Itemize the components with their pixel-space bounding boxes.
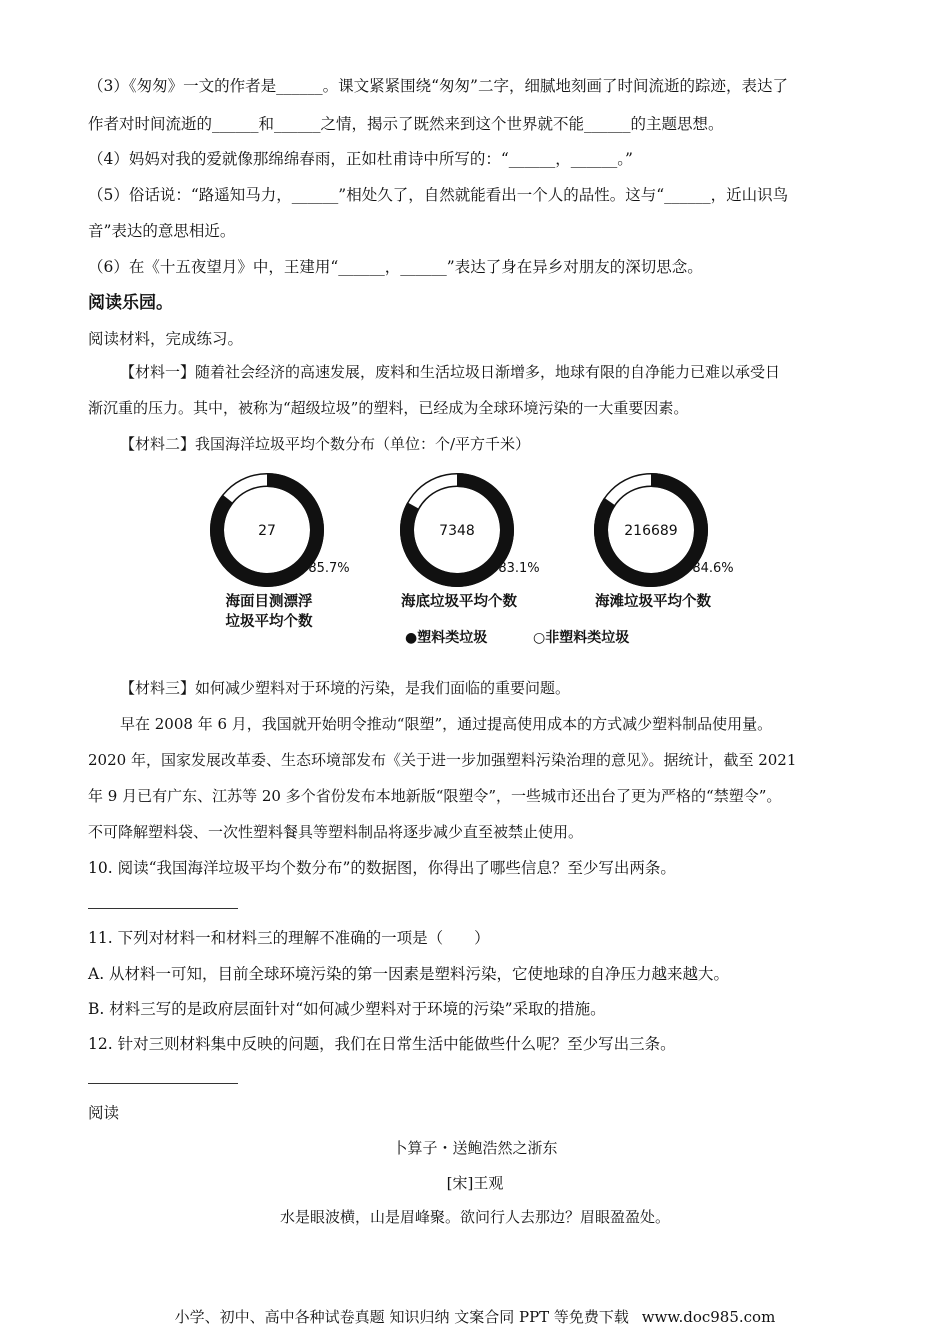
page-footer [0,1306,950,1327]
donut-total-label: 27 [258,523,276,539]
material3-line4: 年 9 月已有广东、江苏等 20 多个省份发布本地新版“限塑令”，一些城市还出台了更为严格的“禁塑令”。 [88,787,782,805]
question-11: 11. 下列对材料一和材料三的理解不准确的一项是（ ） [88,929,490,947]
q4-text: （4）妈妈对我的爱就像那绵绵春雨，正如杜甫诗中所写的：“______，______。” [88,150,633,168]
donut-total-label: 216689 [624,523,678,539]
donut-caption: 海面目测漂浮 [225,593,313,610]
question-10: 10. 阅读“我国海洋垃圾平均个数分布”的数据图，你得出了哪些信息？至少写出两条。 [88,859,676,877]
poem-author: [宋]王观 [446,1174,504,1192]
material3-line5: 不可降解塑料袋、一次性塑料餐具等塑料制品将逐步减少直至被禁止使用。 [88,823,584,841]
material3-line2: 早在 2008 年 6 月，我国就开始明令推动“限塑”，通过提高使用成本的方式减少塑料制品使用量。 [120,715,773,733]
option-a[interactable]: A. 从材料一可知，目前全球环境污染的第一因素是塑料污染，它使地球的自净压力越来越大。 [88,965,730,983]
donut-percent-label: 85.7% [308,561,350,576]
answer-line-10[interactable] [88,908,238,909]
legend-non-plastic: ○非塑料类垃圾 [533,630,630,646]
question-12: 12. 针对三则材料集中反映的问题，我们在日常生活中能做些什么呢？至少写出三条。 [88,1035,676,1053]
material1-line1: 【材料一】随着社会经济的高速发展，废料和生活垃圾日渐增多，地球有限的自净能力已难以承受日 [120,363,781,381]
trash-distribution-chart [195,462,734,652]
donut-caption: 垃圾平均个数 [225,613,313,630]
q5-line1: （5）俗话说：“路遥知马力，______”相处久了，自然就能看出一个人的品性。这与“______，近山识鸟 [88,186,789,204]
poem-line1: 水是眼波横，山是眉峰聚。欲问行人去那边？眉眼盈盈处。 [279,1208,670,1226]
poem-title: 卜算子・送鲍浩然之浙东 [392,1139,558,1157]
q3-line2: 作者对时间流逝的______和______之情，揭示了既然来到这个世界就不能______的主题思想。 [88,115,724,133]
q5-line2: 音”表达的意思相近。 [88,222,236,240]
donut-percent-label: 84.6% [692,561,734,576]
reading-heading: 阅读乐园。 [88,293,173,313]
poem-intro: 阅读 [88,1104,120,1122]
donut-caption: 海底垃圾平均个数 [401,593,517,610]
reading-instruction: 阅读材料，完成练习。 [88,330,244,348]
material3-line3: 2020 年，国家发展改革委、生态环境部发布《关于进一步加强塑料污染治理的意见》。据统计，截至 2021 [88,751,797,769]
donut-total-label: 7348 [439,523,475,539]
legend-plastic: ●塑料类垃圾 [405,630,488,646]
footer-url[interactable]: www.doc985.com [641,1308,776,1326]
answer-line-12[interactable] [88,1083,238,1084]
material3-line1: 【材料三】如何减少塑料对于环境的污染，是我们面临的重要问题。 [120,679,571,697]
donut-caption: 海滩垃圾平均个数 [595,593,711,610]
q6-text: （6）在《十五夜望月》中，王建用“______，______”表达了身在异乡对朋友的深切思念。 [88,258,703,276]
donut-percent-label: 83.1% [498,561,540,576]
option-b[interactable]: B. 材料三写的是政府层面针对“如何减少塑料对于环境的污染”采取的措施。 [88,1000,606,1018]
footer-text: 小学、初中、高中各种试卷真题 知识归纳 文案合同 PPT 等免费下载 [174,1308,629,1326]
q3-line1: （3）《匆匆》一文的作者是______。课文紧紧围绕“匆匆”二字，细腻地刻画了时间流逝的踪迹，表达了 [88,77,788,95]
material2-title: 【材料二】我国海洋垃圾平均个数分布（单位：个/平方千米） [120,435,531,453]
material1-line2: 渐沉重的压力。其中，被称为“超级垃圾”的塑料，已经成为全球环境污染的一大重要因素。 [88,399,689,417]
